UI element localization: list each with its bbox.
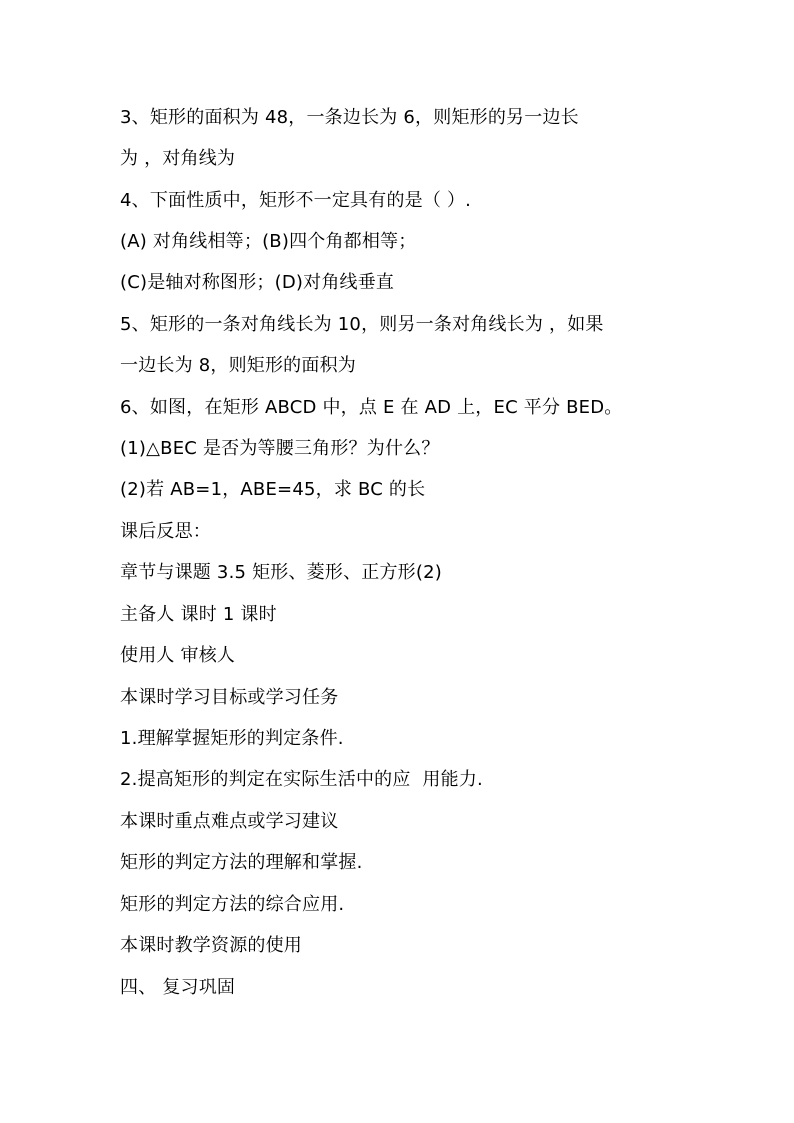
- question-6-part-1: (1)△BEC 是否为等腰三角形？为什么？: [120, 438, 440, 459]
- objective-1: 1.理解掌握矩形的判定条件.: [120, 728, 344, 749]
- question-3-line-1: 3、矩形的面积为 48，一条边长为 6，则矩形的另一边长: [120, 107, 579, 128]
- key-point-2: 矩形的判定方法的综合应用.: [120, 894, 345, 915]
- objectives-heading: 本课时学习目标或学习任务: [120, 687, 339, 708]
- question-3-line-2: 为 ，对角线为: [120, 148, 236, 169]
- key-point-1: 矩形的判定方法的理解和掌握.: [120, 852, 363, 873]
- question-5-line-2: 一边长为 8，则矩形的面积为: [120, 355, 356, 376]
- key-points-heading: 本课时重点难点或学习建议: [120, 811, 339, 832]
- question-6-stem: 6、如图，在矩形 ABCD 中，点 E 在 AD 上，EC 平分 BED。: [120, 397, 623, 418]
- question-6-part-2: (2)若 AB=1，ABE=45，求 BC 的长: [120, 479, 426, 500]
- preparer-line: 主备人 课时 1 课时: [120, 604, 277, 625]
- question-4-stem: 4、下面性质中，矩形不一定具有的是（ ）.: [120, 190, 472, 211]
- question-5-line-1: 5、矩形的一条对角线长为 10，则另一条对角线长为 ，如果: [120, 314, 604, 335]
- reflection-heading: 课后反思：: [120, 521, 211, 542]
- resources-heading: 本课时教学资源的使用: [120, 935, 302, 956]
- chapter-title: 章节与课题 3.5 矩形、菱形、正方形(2): [120, 562, 442, 583]
- question-4-options-cd: (C)是轴对称图形；(D)对角线垂直: [120, 272, 395, 293]
- objective-2: 2.提高矩形的判定在实际生活中的应 用能力.: [120, 769, 483, 790]
- section-four-heading: 四、 复习巩固: [120, 977, 236, 998]
- user-reviewer-line: 使用人 审核人: [120, 645, 236, 666]
- question-4-options-ab: (A) 对角线相等；(B)四个角都相等；: [120, 231, 417, 252]
